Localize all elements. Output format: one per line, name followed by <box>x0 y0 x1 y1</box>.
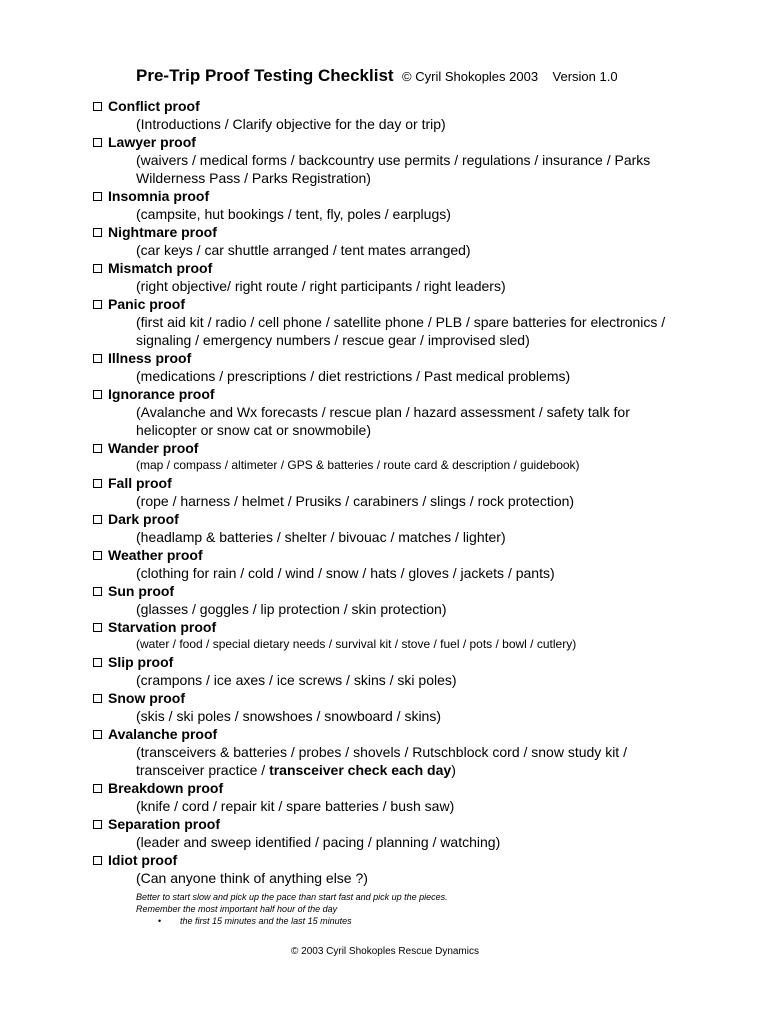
checklist-item-insomnia <box>92 187 692 223</box>
checkbox-icon[interactable] <box>93 354 102 363</box>
item-description: (knife / cord / repair kit / spare batteries / bush saw) <box>136 798 455 814</box>
item-description: (headlamp & batteries / shelter / bivouac / matches / lighter) <box>136 529 506 545</box>
checklist <box>92 97 692 887</box>
checkbox-icon[interactable] <box>93 138 102 147</box>
checkbox-icon[interactable] <box>93 856 102 865</box>
checklist-item-ignorance <box>92 385 692 439</box>
item-description-tail: ) <box>451 762 456 778</box>
checklist-item-mismatch <box>92 259 692 295</box>
checklist-item-weather <box>92 546 692 582</box>
checklist-item-avalanche <box>92 725 692 779</box>
item-name: Nightmare proof <box>108 224 217 240</box>
checkbox-icon[interactable] <box>93 228 102 237</box>
item-description: (clothing for rain / cold / wind / snow / hats / gloves / jackets / pants) <box>136 565 555 581</box>
checklist-item-panic <box>92 295 692 349</box>
item-description: (waivers / medical forms / backcountry use permits / regulations / insurance / Parks Wilderness Pass / Parks Registration) <box>136 152 651 186</box>
item-name: Weather proof <box>108 547 203 563</box>
checklist-item-conflict <box>92 97 692 133</box>
item-description: (first aid kit / radio / cell phone / satellite phone / PLB / spare batteries for electronics / signaling / emergency numbers / rescue gear / improvised sled) <box>136 314 666 348</box>
item-description-text: (transceivers & batteries / probes / shovels / Rutschblock cord / snow study kit / transceiver practice / <box>136 744 627 778</box>
item-name: Separation proof <box>108 816 221 832</box>
item-name: Panic proof <box>108 296 186 312</box>
checklist-item-idiot <box>92 851 692 887</box>
item-name: Breakdown proof <box>108 780 224 796</box>
item-name: Slip proof <box>108 654 174 670</box>
checkbox-icon[interactable] <box>93 264 102 273</box>
item-description: (crampons / ice axes / ice screws / skins / ski poles) <box>136 672 457 688</box>
checkbox-icon[interactable] <box>93 192 102 201</box>
item-name: Wander proof <box>108 440 199 456</box>
item-description: (car keys / car shuttle arranged / tent mates arranged) <box>136 242 471 258</box>
checklist-item-sun <box>92 582 692 618</box>
item-name: Snow proof <box>108 690 185 706</box>
item-description: (Introductions / Clarify objective for the day or trip) <box>136 116 446 132</box>
checkbox-icon[interactable] <box>93 444 102 453</box>
item-description: (rope / harness / helmet / Prusiks / carabiners / slings / rock protection) <box>136 493 575 509</box>
item-name: Mismatch proof <box>108 260 213 276</box>
checklist-item-breakdown <box>92 779 692 815</box>
item-name: Sun proof <box>108 583 175 599</box>
checkbox-icon[interactable] <box>93 623 102 632</box>
item-name: Conflict proof <box>108 98 200 114</box>
checkbox-icon[interactable] <box>93 390 102 399</box>
notes-section <box>136 891 448 927</box>
checklist-item-separation <box>92 815 692 851</box>
title-text: Pre-Trip Proof Testing Checklist <box>136 66 394 85</box>
checklist-item-slip <box>92 653 692 689</box>
checkbox-icon[interactable] <box>93 102 102 111</box>
checkbox-icon[interactable] <box>93 730 102 739</box>
checklist-item-starvation <box>92 618 692 653</box>
item-name: Fall proof <box>108 475 172 491</box>
title-version: Version 1.0 <box>552 69 618 84</box>
item-name: Avalanche proof <box>108 726 218 742</box>
item-name: Ignorance proof <box>108 386 215 402</box>
checkbox-icon[interactable] <box>93 551 102 560</box>
checklist-item-fall <box>92 474 692 510</box>
checkbox-icon[interactable] <box>93 587 102 596</box>
item-description: (water / food / special dietary needs / survival kit / stove / fuel / pots / bowl / cutlery) <box>136 637 577 651</box>
checklist-item-nightmare <box>92 223 692 259</box>
note-bullet-item <box>158 915 448 927</box>
item-description: (right objective/ right route / right participants / right leaders) <box>136 278 506 294</box>
item-name: Insomnia proof <box>108 188 210 204</box>
checklist-item-illness <box>92 349 692 385</box>
checklist-item-wander <box>92 439 692 474</box>
item-description-emphasis: transceiver check each day <box>269 762 452 778</box>
item-name: Starvation proof <box>108 619 217 635</box>
checkbox-icon[interactable] <box>93 784 102 793</box>
checklist-item-lawyer <box>92 133 692 187</box>
note-line: Remember the most important half hour of the day <box>136 904 338 914</box>
checkbox-icon[interactable] <box>93 820 102 829</box>
item-description: (campsite, hut bookings / tent, fly, poles / earplugs) <box>136 206 451 222</box>
checkbox-icon[interactable] <box>93 515 102 524</box>
note-line: Better to start slow and pick up the pace than start fast and pick up the pieces. <box>136 892 448 902</box>
item-description: (map / compass / altimeter / GPS & batteries / route card & description / guidebook) <box>136 458 580 472</box>
bullet-icon: • <box>158 916 162 926</box>
footer-copyright: © 2003 Cyril Shokoples Rescue Dynamics <box>290 946 479 957</box>
item-description <box>136 743 676 779</box>
page-title <box>136 66 618 87</box>
checklist-item-dark <box>92 510 692 546</box>
title-copyright: © Cyril Shokoples 2003 <box>402 69 539 84</box>
item-description: (Avalanche and Wx forecasts / rescue plan / hazard assessment / safety talk for helicopter or snow cat or snowmobile) <box>136 404 630 438</box>
item-description: (glasses / goggles / lip protection / skin protection) <box>136 601 447 617</box>
item-name: Idiot proof <box>108 852 178 868</box>
note-bullet-text: the first 15 minutes and the last 15 minutes <box>180 916 352 926</box>
checkbox-icon[interactable] <box>93 694 102 703</box>
item-description: (skis / ski poles / snowshoes / snowboard / skins) <box>136 708 442 724</box>
item-description: (Can anyone think of anything else ?) <box>136 870 368 886</box>
item-name: Dark proof <box>108 511 179 527</box>
item-name: Illness proof <box>108 350 192 366</box>
checkbox-icon[interactable] <box>93 658 102 667</box>
checklist-item-snow <box>92 689 692 725</box>
item-name: Lawyer proof <box>108 134 196 150</box>
checkbox-icon[interactable] <box>93 479 102 488</box>
item-description: (leader and sweep identified / pacing / planning / watching) <box>136 834 501 850</box>
checkbox-icon[interactable] <box>93 300 102 309</box>
item-description: (medications / prescriptions / diet restrictions / Past medical problems) <box>136 368 571 384</box>
